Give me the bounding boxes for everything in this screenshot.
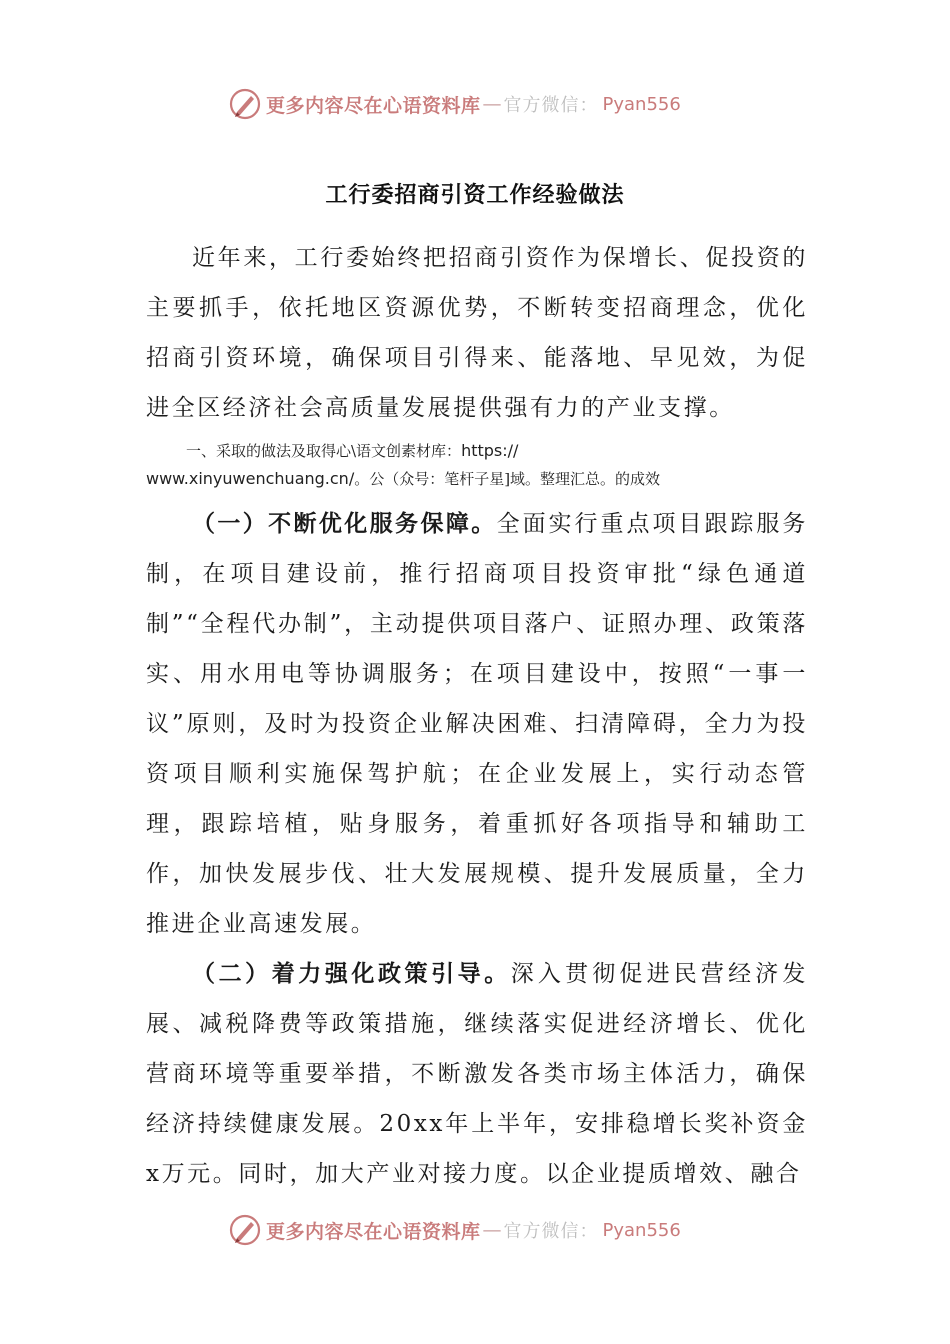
section-2-paragraph [146, 949, 808, 1199]
note-line-1-text: 一、采取的做法及取得心\语文创素材库： [186, 442, 462, 460]
banner-wechat-id: Pyan556 [602, 93, 681, 115]
banner-text: 更多内容尽在心语资料库 [266, 1220, 481, 1243]
banner-label: 官方微信： [503, 95, 599, 116]
note-line-1 [146, 437, 808, 465]
header-banner [228, 84, 748, 124]
note-line-2 [146, 470, 660, 488]
banner-text: 更多内容尽在心语资料库 [266, 94, 481, 117]
banner-wechat-id: Pyan556 [602, 1219, 681, 1241]
watermark-note [146, 437, 808, 493]
section-1-paragraph [146, 499, 808, 949]
footer-banner [228, 1210, 748, 1250]
banner-dash: — [482, 1219, 502, 1241]
section-2-body: 深入贯彻促进民营经济发展、减税降费等政策措施，继续落实促进经济增长、优化营商环境等重要举措，不断激发各类市场主体活力，确保经济持续健康发展。20xx年上半年，安排稳增长奖补资金x万元。同时，加大产业对接力度。以企业提质增效、融合 [146, 961, 808, 1187]
banner-label: 官方微信： [503, 1221, 599, 1242]
note-url-prefix: https:// [461, 441, 519, 460]
pen-logo-icon [228, 1213, 262, 1247]
document-title: 工行委招商引资工作经验做法 [325, 183, 625, 208]
section-2-heading: （二）着力强化政策引导。 [192, 961, 511, 987]
banner-dash: — [482, 93, 502, 115]
note-line-2-text: 。公（众号：笔杆子星]域。整理汇总。的成效 [354, 470, 661, 488]
intro-paragraph: 近年来，工行委始终把招商引资作为保增长、促投资的主要抓手，依托地区资源优势，不断转变招商理念，优化招商引资环境，确保项目引得来、能落地、早见效，为促进全区经济社会高质量发展提供强有力的产业支撑。 [146, 245, 808, 421]
section-1-heading: （一）不断优化服务保障。 [192, 511, 497, 537]
section-1-body: 全面实行重点项目跟踪服务制，在项目建设前，推行招商项目投资审批“绿色通道制”“全程代办制”，主动提供项目落户、证照办理、政策落实、用水用电等协调服务；在项目建设中，按照“一事一议”原则，及时为投资企业解决困难、扫清障碍，全力为投资项目顺利实施保驾护航；在企业发展上，实行动态管理，跟踪培植，贴身服务，着重抓好各项指导和辅助工作，加快发展步伐、壮大发展规模、提升发展质量，全力推进企业高速发展。 [146, 511, 809, 937]
pen-logo-icon [228, 87, 262, 121]
note-url-domain: www.xinyuwenchuang.cn/ [146, 469, 355, 488]
document-body [146, 233, 808, 1199]
